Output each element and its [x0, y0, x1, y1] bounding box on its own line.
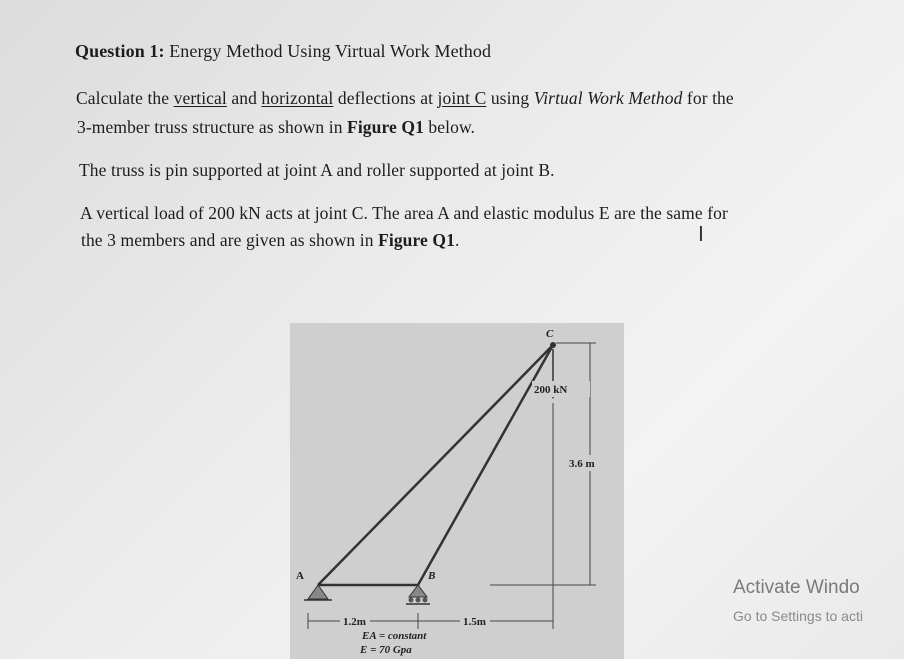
paragraph-1-line-1 — [76, 88, 734, 109]
figure-ref: Figure Q1 — [378, 230, 455, 250]
text-cursor-icon: I — [698, 222, 704, 246]
activate-windows-title: Activate Windo — [733, 577, 860, 598]
paragraph-1-line-2 — [77, 117, 475, 138]
joint-c-underlined: joint C — [437, 88, 487, 108]
span-bc-label: 1.5m — [463, 616, 486, 628]
label-b: B — [428, 570, 436, 582]
activate-windows-link[interactable]: Go to Settings to acti — [733, 608, 863, 624]
height-label: 3.6 m — [569, 458, 595, 470]
roller-support-icon — [409, 585, 427, 597]
load-label: 200 kN — [534, 384, 568, 396]
member-ac — [318, 345, 553, 585]
text-run: the 3 members and are given as shown in — [81, 230, 379, 250]
truss-diagram — [290, 323, 624, 659]
pin-support-icon — [308, 585, 328, 599]
question-number: Question 1: — [75, 41, 165, 61]
label-a: A — [296, 570, 304, 582]
question-title: Energy Method Using Virtual Work Method — [164, 41, 492, 61]
paragraph-2: The truss is pin supported at joint A and roller supported at joint B. — [79, 160, 555, 180]
text-run: for the — [682, 88, 734, 108]
ea-label: EA = constant — [362, 630, 427, 642]
figure-q1 — [290, 323, 624, 659]
text-run: 3-member truss structure as shown in — [77, 117, 348, 137]
text-run: . — [454, 230, 460, 250]
question-heading — [75, 41, 491, 62]
paragraph-3-line-1: A vertical load of 200 kN acts at joint C. The area A and elastic modulus E are the same for — [80, 203, 728, 223]
label-c: C — [546, 328, 554, 340]
text-run: and — [226, 88, 262, 108]
roller-wheel — [409, 598, 414, 603]
vertical-underlined: vertical — [173, 88, 227, 108]
paragraph-3-line-2 — [81, 230, 459, 251]
roller-wheel — [423, 598, 428, 603]
roller-wheel — [416, 598, 421, 603]
figure-ref: Figure Q1 — [347, 117, 424, 137]
joint-c-node — [550, 342, 556, 348]
text-run: deflections at — [333, 88, 438, 108]
method-italic: Virtual Work Method — [533, 88, 683, 108]
horizontal-underlined: horizontal — [261, 88, 334, 108]
e-label: E = 70 Gpa — [360, 644, 412, 656]
text-run: using — [486, 88, 534, 108]
span-ab-label: 1.2m — [343, 616, 366, 628]
text-run: below. — [423, 117, 476, 137]
text-run: Calculate the — [76, 88, 174, 108]
